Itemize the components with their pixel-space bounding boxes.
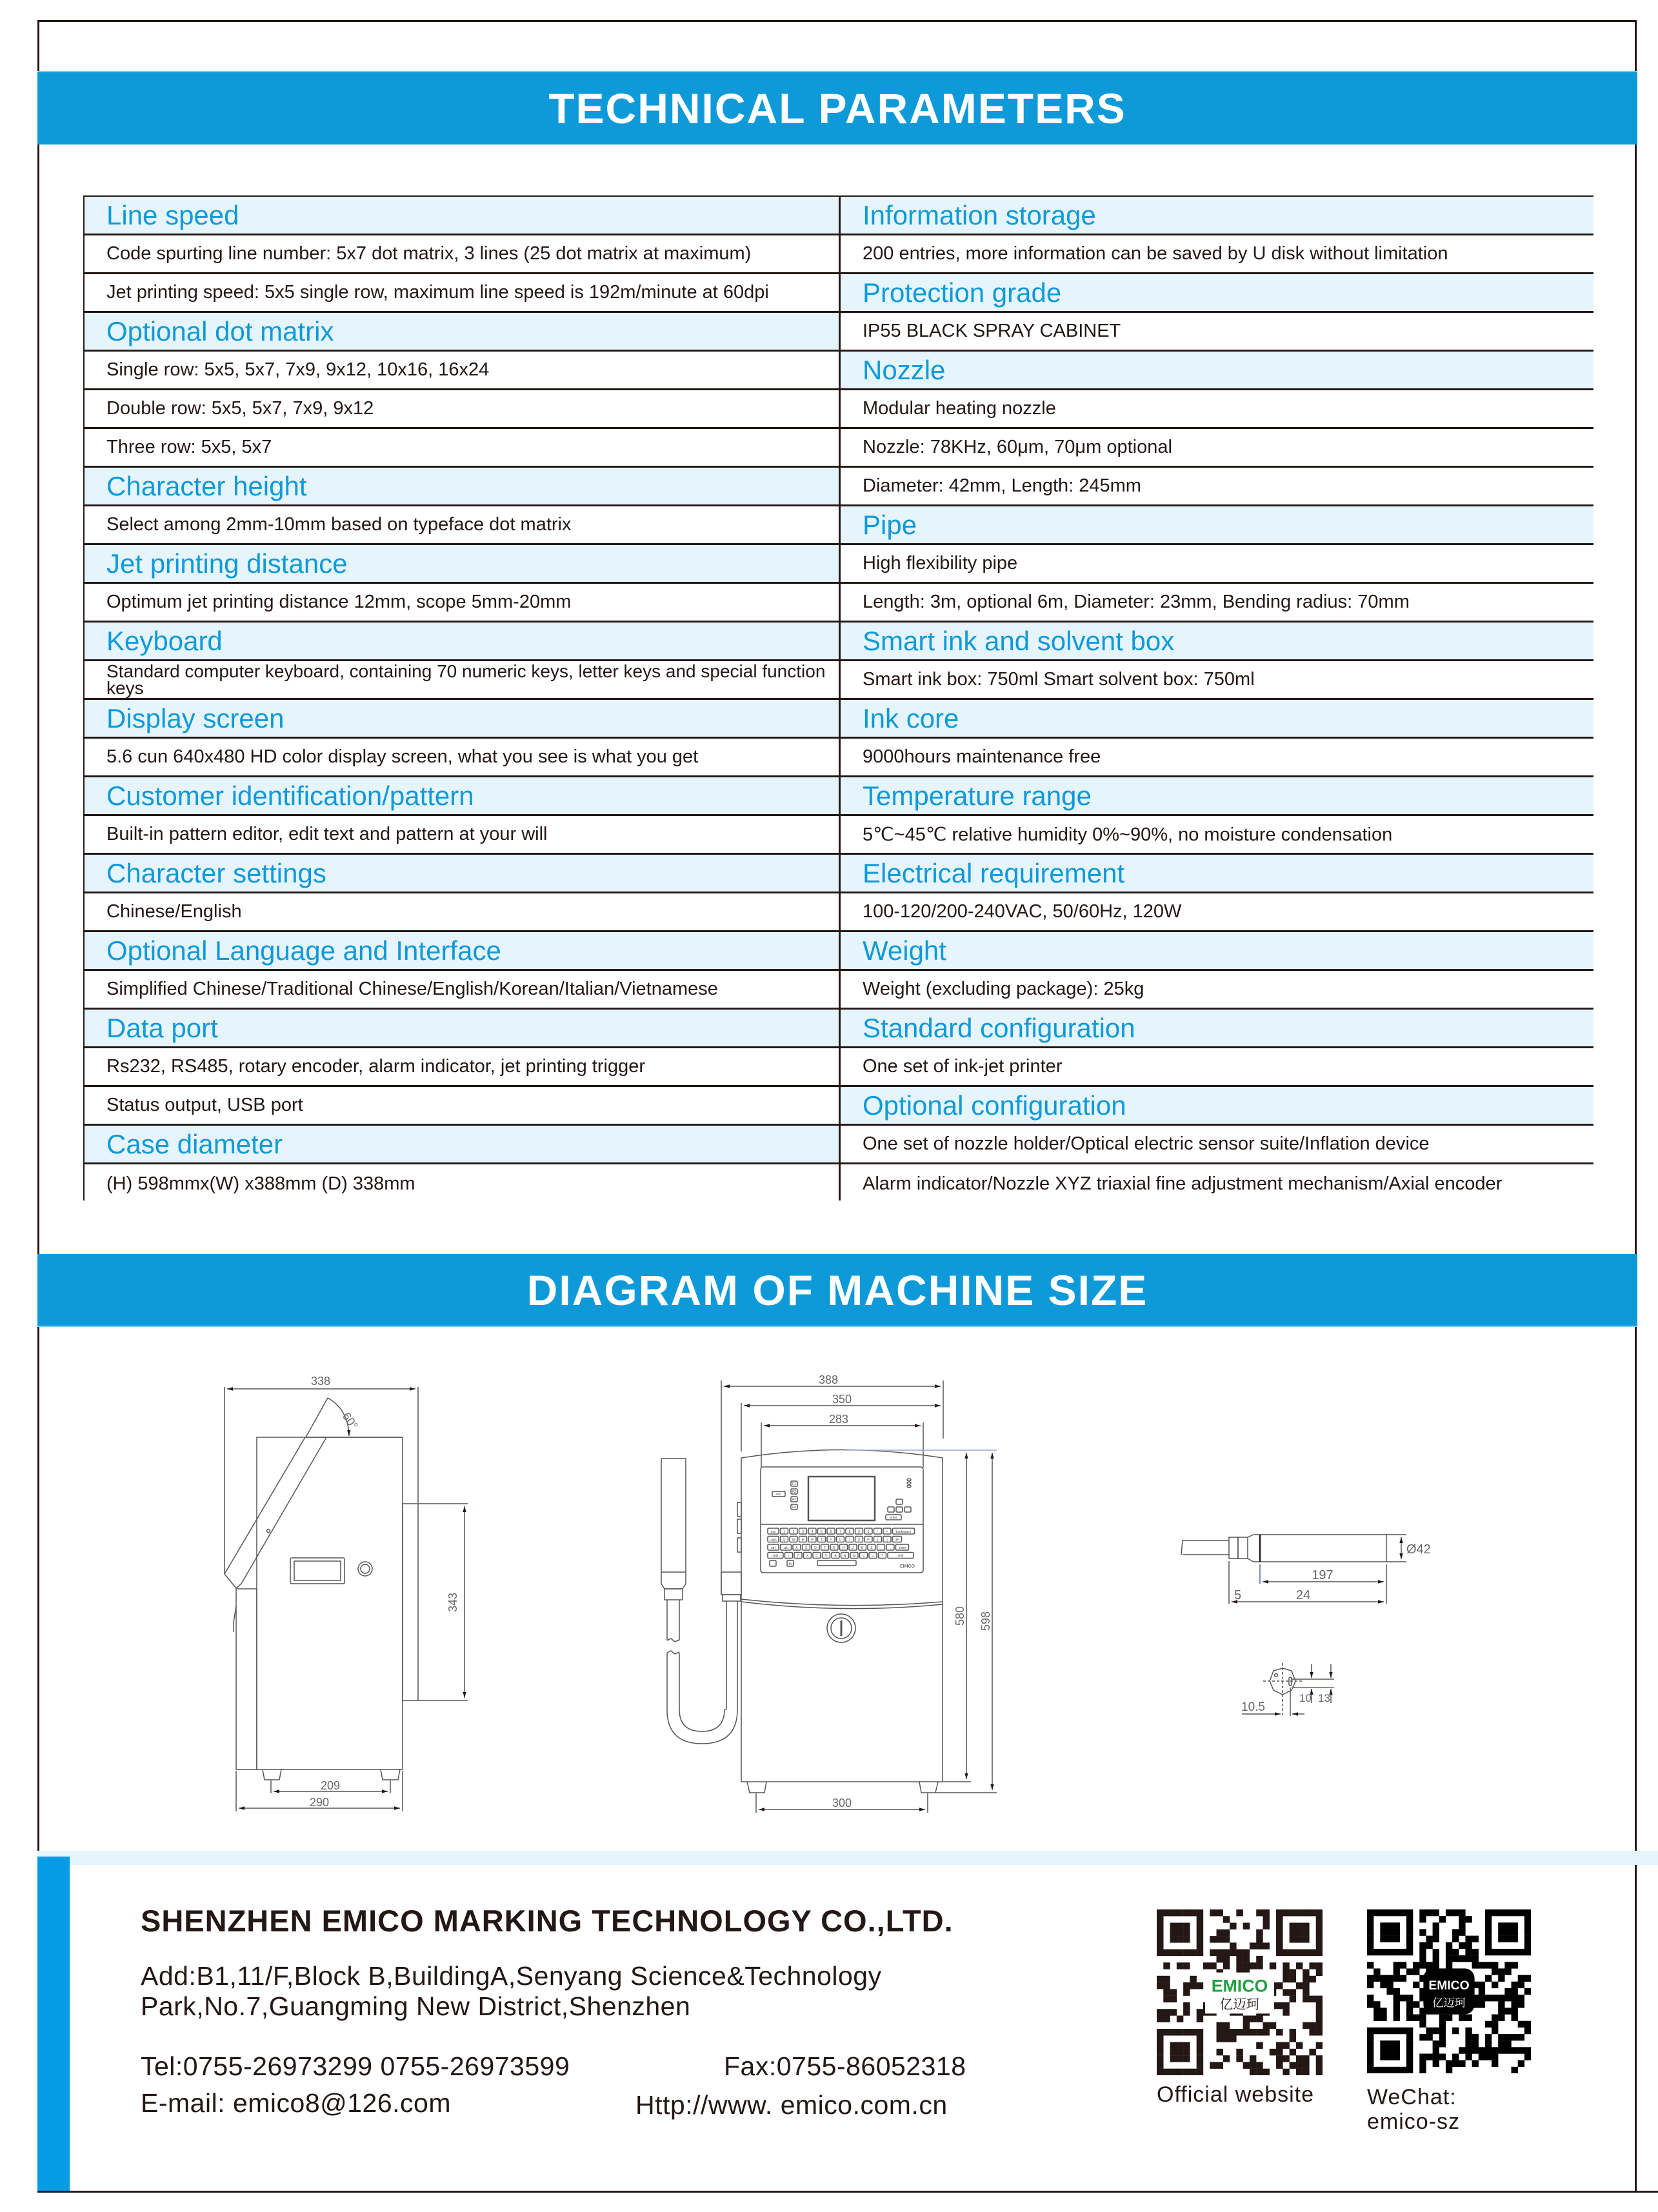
- panel-key-label: shift: [772, 1554, 779, 1559]
- panel-key-label: G: [833, 1546, 835, 1550]
- parameter-value: Nozzle: 78KHz, 60μm, 70μm optional: [841, 429, 1593, 468]
- parameter-value: Code spurting line number: 5x7 dot matrix, 3 lines (25 dot matrix at maximum): [85, 235, 839, 274]
- parameter-group-heading: Standard configuration: [841, 1010, 1593, 1048]
- panel-key-label: 0: [867, 1530, 870, 1534]
- panel-key-label: F2: [792, 1490, 796, 1494]
- parameter-value: Chinese/English: [85, 893, 839, 932]
- dim-nozzle-end-offset: 10.5: [1241, 1700, 1265, 1714]
- panel-key-label: 4: [811, 1530, 814, 1534]
- panel-key-label: I: [849, 1538, 850, 1542]
- parameter-value: 9000hours maintenance free: [841, 739, 1593, 777]
- dim-front-body-width: 350: [832, 1393, 852, 1406]
- panel-key-label: alt: [784, 1546, 788, 1550]
- dim-nozzle-diameter: Ø42: [1406, 1542, 1431, 1557]
- parameter-value: Rs232, RS485, rotary encoder, alarm indicator, jet printing trigger: [85, 1048, 839, 1087]
- qr-logo-text: EMICO: [1211, 1976, 1268, 1996]
- parameter-value: Three row: 5x5, 5x7: [85, 429, 839, 468]
- panel-key-label: +: [886, 1530, 888, 1534]
- indicator-light: [907, 1479, 911, 1481]
- parameter-value: Built-in pattern editor, edit text and pattern at your will: [85, 816, 839, 855]
- panel-key-label: 5: [821, 1530, 823, 1534]
- parameter-group-heading: Character height: [85, 468, 839, 506]
- parameter-group-heading: Weight: [841, 932, 1593, 971]
- parameter-value: Jet printing speed: 5x5 single row, maximum line speed is 192m/minute at 60dpi: [85, 274, 839, 313]
- panel-key-label: D: [814, 1546, 817, 1550]
- panel-key-label: Y: [830, 1538, 832, 1542]
- panel-key-label: [: [877, 1538, 879, 1542]
- dim-front-body-height: 580: [954, 1606, 966, 1626]
- dim-nozzle-a: 10: [1299, 1692, 1312, 1704]
- panel-key-label: 2: [792, 1530, 795, 1534]
- parameter-value: Status output, USB port: [85, 1087, 839, 1126]
- panel-key-label: del: [895, 1538, 899, 1542]
- panel-logo: EMICO: [900, 1564, 915, 1569]
- parameter-value: IP55 BLACK SPRAY CABINET: [841, 313, 1593, 352]
- parameter-value: Single row: 5x5, 5x7, 7x9, 9x12, 10x16, 16x24: [85, 352, 839, 390]
- parameter-group-heading: Optional Language and Interface: [85, 932, 839, 971]
- parameter-group-heading: Electrical requirement: [841, 855, 1593, 893]
- parameter-value: Simplified Chinese/Traditional Chinese/English/Korean/Italian/Vietnamese: [85, 971, 839, 1010]
- dim-side-height: 343: [446, 1592, 459, 1613]
- parameter-value: Weight (excluding package): 25kg: [841, 971, 1593, 1010]
- panel-key-label: fn: [788, 1562, 792, 1566]
- panel-key-label: A: [795, 1546, 798, 1550]
- parameter-value: Length: 3m, optional 6m, Diameter: 23mm, Bending radius: 70mm: [841, 584, 1593, 623]
- qr-website-label: Official website: [1157, 2082, 1315, 2107]
- address-line-1: Add:B1,11/F,Block B,BuildingA,Senyang Science&Technology: [141, 1961, 882, 1991]
- parameter-group-heading: Display screen: [85, 700, 839, 739]
- parameter-value: Standard computer keyboard, containing 70 numeric keys, letter keys and special function keys: [85, 661, 839, 700]
- parameter-group-heading: Character settings: [85, 855, 839, 893]
- panel-key-label: B: [834, 1554, 837, 1559]
- panel-key-label: enter: [890, 1516, 897, 1520]
- panel-key-label: ?: [881, 1554, 883, 1559]
- dim-side-base: 290: [309, 1796, 330, 1809]
- telephone: Tel:0755-26973299 0755-26973599: [141, 2051, 570, 2081]
- parameter-group-heading: Temperature range: [841, 777, 1593, 816]
- panel-key-label: enter: [898, 1546, 906, 1550]
- dim-front-overall-height: 598: [979, 1611, 992, 1631]
- parameter-value: 5.6 cun 640x480 HD color display screen, what you see is what you get: [85, 739, 839, 777]
- panel-key-label: T: [820, 1538, 823, 1542]
- address-line-2: Park,No.7,Guangming New District,Shenzhen: [141, 1991, 691, 2021]
- parameter-value: Modular heating nozzle: [841, 390, 1593, 429]
- panel-key-label: J: [852, 1546, 854, 1550]
- nozzle-drawing: [1181, 1535, 1406, 1716]
- panel-key-label: 1: [783, 1530, 785, 1534]
- dim-front-overall-width: 388: [818, 1373, 839, 1386]
- parameter-group-heading: Case diameter: [85, 1126, 839, 1164]
- qr-wechat-label: WeChat:: [1367, 2085, 1457, 2109]
- parameter-value: 100-120/200-240VAC, 50/60Hz, 120W: [841, 893, 1593, 932]
- panel-key-label: F: [823, 1546, 826, 1550]
- parameter-value: 5℃~45℃ relative humidity 0%~90%, no moisture condensation: [841, 816, 1593, 855]
- panel-key-label: -: [877, 1530, 879, 1534]
- panel-key: [888, 1507, 894, 1512]
- panel-key-label: ]: [886, 1538, 888, 1542]
- control-panel-keys: [768, 1479, 915, 1569]
- fax: Fax:0755-86052318: [724, 2051, 966, 2081]
- parameter-group-heading: Optional dot matrix: [85, 313, 839, 352]
- panel-key-label: 3: [802, 1530, 804, 1534]
- footer-accent-bar: [37, 1857, 70, 2191]
- dim-nozzle-offset: 5: [1234, 1588, 1242, 1602]
- footer-band: [37, 1851, 1658, 1865]
- panel-key-label: caps: [770, 1538, 777, 1542]
- parameter-value: One set of ink-jet printer: [841, 1048, 1593, 1087]
- panel-key: [817, 1560, 856, 1566]
- panel-key-label: 9: [858, 1530, 860, 1534]
- section-title: TECHNICAL PARAMETERS: [548, 85, 1126, 132]
- panel-key-label: ctrl: [771, 1546, 775, 1550]
- parameter-value: Alarm indicator/Nozzle XYZ triaxial fine adjustment mechanism/Axial encoder: [841, 1164, 1593, 1203]
- panel-key-label: shift: [897, 1554, 904, 1559]
- parameter-group-heading: Data port: [85, 1010, 839, 1048]
- parameter-group-heading: Line speed: [85, 197, 839, 235]
- indicator-light: [907, 1482, 911, 1484]
- company-name: SHENZHEN EMICO MARKING TECHNOLOGY CO.,LTD.: [141, 1904, 954, 1938]
- email-link[interactable]: E-mail: emico8@126.com: [141, 2088, 451, 2118]
- qr-wechat-id: emico-sz: [1367, 2109, 1461, 2134]
- panel-key: [896, 1499, 903, 1504]
- panel-key-label: W: [792, 1538, 795, 1542]
- panel-key-label: ;: [880, 1546, 882, 1550]
- qr-logo-cn: 亿迈珂: [1219, 1997, 1260, 2013]
- parameter-value: (H) 598mmx(W) x388mm (D) 338mm: [85, 1164, 839, 1203]
- indicator-light: [907, 1485, 911, 1488]
- panel-key: [770, 1560, 776, 1566]
- panel-key-label: >: [872, 1554, 874, 1559]
- panel-key-label: K: [861, 1546, 864, 1550]
- panel-key-label: S: [804, 1546, 808, 1550]
- dim-side-depth: 338: [310, 1375, 331, 1388]
- dim-front-panel-width: 283: [828, 1413, 849, 1426]
- panel-key-label: esc: [776, 1493, 781, 1497]
- panel-key-label: X: [806, 1554, 809, 1559]
- parameter-value: Smart ink box: 750ml Smart solvent box: 750ml: [841, 661, 1593, 700]
- dim-nozzle-total-length: 24: [1295, 1588, 1311, 1602]
- panel-key-label: U: [839, 1538, 842, 1542]
- panel-key-label: O: [857, 1538, 861, 1542]
- parameter-group-heading: Customer identification/pattern: [85, 777, 839, 816]
- panel-key-label: M: [852, 1554, 856, 1559]
- panel-key-label: 7: [839, 1530, 841, 1534]
- panel-key-label: L: [870, 1546, 873, 1550]
- page-frame-bottom: [37, 2191, 1658, 2193]
- parameter-value: Select among 2mm-10mm based on typeface dot matrix: [85, 506, 839, 545]
- parameter-value: 200 entries, more information can be saved by U disk without limitation: [841, 235, 1593, 274]
- parameter-group-heading: Protection grade: [841, 274, 1593, 313]
- section-title: DIAGRAM OF MACHINE SIZE: [526, 1266, 1148, 1314]
- parameter-group-heading: Jet printing distance: [85, 545, 839, 584]
- panel-key-label: 8: [848, 1530, 851, 1534]
- dim-front-feet: 300: [832, 1797, 852, 1809]
- dim-side-feet: 209: [320, 1779, 341, 1792]
- front-view-drawing: [661, 1380, 997, 1813]
- panel-key-label: F3: [792, 1498, 796, 1502]
- parameter-group-heading: Nozzle: [841, 352, 1593, 390]
- panel-key-label: F4: [792, 1506, 796, 1510]
- dim-nozzle-body-length: 197: [1312, 1568, 1333, 1582]
- panel-key-label: 6: [830, 1530, 832, 1534]
- panel-key-label: ,: [890, 1546, 891, 1550]
- panel-key-label: F1: [792, 1482, 796, 1486]
- parameter-group-heading: Keyboard: [85, 623, 839, 661]
- panel-key-label: E: [801, 1538, 804, 1542]
- panel-key-label: H: [842, 1546, 845, 1550]
- panel-key-label: backspace: [895, 1530, 912, 1534]
- parameter-value: One set of nozzle holder/Optical electric sensor suite/Inflation device: [841, 1126, 1593, 1164]
- parameter-value: Optimum jet printing distance 12mm, scope 5mm-20mm: [85, 584, 839, 623]
- qr-code-website[interactable]: [1157, 1909, 1323, 2075]
- panel-key-label: Z: [797, 1554, 799, 1559]
- panel-key-label: Q: [783, 1538, 786, 1542]
- panel-key-label: \: [788, 1554, 790, 1559]
- website-link[interactable]: Http://www. emico.com.cn: [635, 2090, 948, 2120]
- side-view-drawing: [225, 1387, 468, 1811]
- parameter-group-heading: Pipe: [841, 506, 1593, 545]
- panel-key-label: esc: [770, 1530, 776, 1534]
- dim-nozzle-b: 13: [1318, 1692, 1330, 1704]
- parameter-value: High flexibility pipe: [841, 545, 1593, 584]
- parameter-group-heading: Ink core: [841, 700, 1593, 739]
- panel-key-label: C: [815, 1554, 818, 1559]
- panel-key: [904, 1507, 911, 1512]
- parameter-value: Diameter: 42mm, Length: 245mm: [841, 468, 1593, 506]
- parameter-value: Double row: 5x5, 5x7, 7x9, 9x12: [85, 390, 839, 429]
- panel-key-label: <: [863, 1554, 864, 1559]
- qr-logo-cn: 亿迈珂: [1432, 1996, 1466, 2009]
- panel-key: [896, 1507, 903, 1512]
- panel-key-label: N: [843, 1554, 846, 1559]
- panel-key-label: R: [811, 1538, 814, 1542]
- panel-key-label: P: [867, 1538, 870, 1542]
- dim-side-angle: 60°: [339, 1410, 361, 1432]
- parameter-group-heading: Optional configuration: [841, 1087, 1593, 1126]
- qr-code-wechat[interactable]: [1367, 1909, 1531, 2073]
- qr-logo-text: EMICO: [1428, 1978, 1470, 1993]
- parameter-group-heading: Information storage: [841, 197, 1593, 235]
- parameter-group-heading: Smart ink and solvent box: [841, 623, 1593, 661]
- panel-key-label: V: [824, 1554, 828, 1559]
